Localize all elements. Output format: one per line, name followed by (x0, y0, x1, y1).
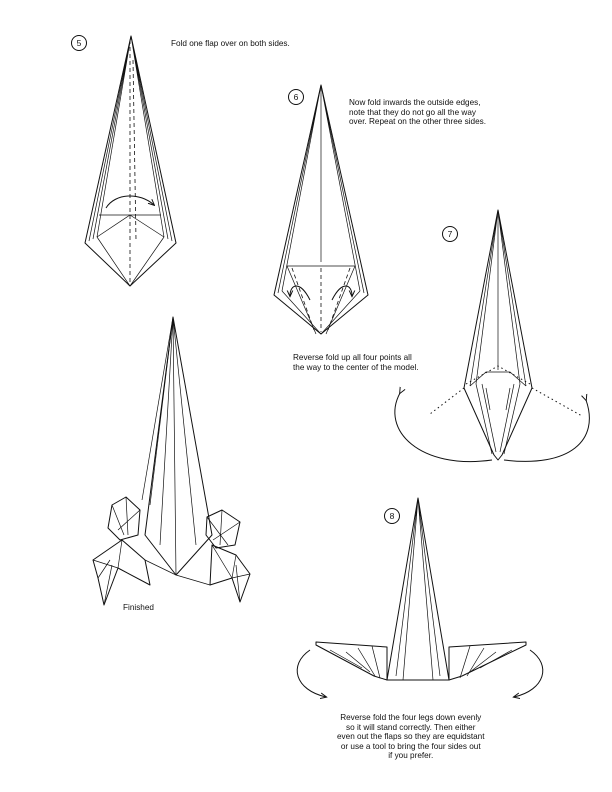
finished-label: Finished (123, 603, 154, 612)
step-6-number: 6 (288, 89, 304, 105)
step-7-caption: Reverse fold up all four points all the way to the center of the model. (293, 353, 419, 372)
step-8-number: 8 (384, 508, 400, 524)
step-8-caption: Reverse fold the four legs down evenly so it will stand correctly. Then either even out the flaps so they are equidstant or use a tool to bring the four sides out if you prefer. (337, 713, 485, 761)
step-5-diagram (85, 36, 176, 286)
step-5-caption: Fold one flap over on both sides. (171, 39, 290, 48)
step-5-number: 5 (71, 35, 87, 51)
finished-diagram (93, 317, 250, 605)
step-7-number: 7 (442, 226, 458, 242)
step-7-diagram (395, 210, 590, 462)
step-8-diagram (297, 498, 543, 697)
step-6-diagram (274, 85, 368, 334)
step-6-caption: Now fold inwards the outside edges, note that they do not go all the way over. Repeat on the other three sides. (349, 98, 487, 127)
